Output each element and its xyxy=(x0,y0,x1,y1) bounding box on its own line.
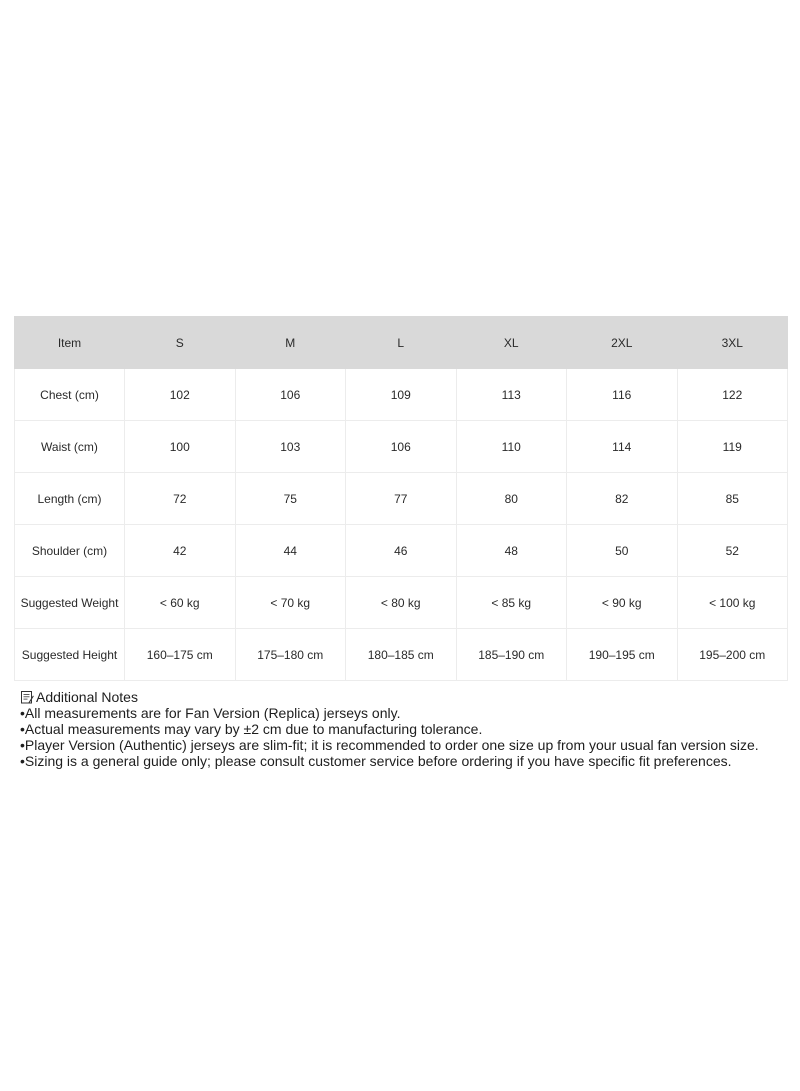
table-cell: 106 xyxy=(346,421,457,473)
table-cell: 50 xyxy=(567,525,678,577)
table-cell: 75 xyxy=(235,473,346,525)
table-cell: 85 xyxy=(677,473,788,525)
table-cell: 109 xyxy=(346,369,457,421)
table-cell: 103 xyxy=(235,421,346,473)
table-cell: 114 xyxy=(567,421,678,473)
table-row-suggested-weight xyxy=(15,577,788,629)
table-cell: 175–180 cm xyxy=(235,629,346,681)
table-cell: 106 xyxy=(235,369,346,421)
table-cell: 46 xyxy=(346,525,457,577)
table-cell: 77 xyxy=(346,473,457,525)
note-line: •Actual measurements may vary by ±2 cm due to manufacturing tolerance. xyxy=(20,721,483,737)
header-size-2xl: 2XL xyxy=(567,317,678,369)
table-cell: < 100 kg xyxy=(677,577,788,629)
table-cell: 113 xyxy=(456,369,567,421)
table-cell: 160–175 cm xyxy=(125,629,236,681)
table-cell: 48 xyxy=(456,525,567,577)
table-cell: 80 xyxy=(456,473,567,525)
header-size-m: M xyxy=(235,317,346,369)
table-cell: < 90 kg xyxy=(567,577,678,629)
table-row-shoulder xyxy=(15,525,788,577)
additional-notes xyxy=(20,689,780,769)
size-chart-table xyxy=(14,316,788,681)
table-row-waist xyxy=(15,421,788,473)
notes-header xyxy=(20,689,780,705)
row-label: Suggested Weight xyxy=(15,577,125,629)
notes-title: Additional Notes xyxy=(36,689,138,705)
table-cell: 116 xyxy=(567,369,678,421)
table-row-chest xyxy=(15,369,788,421)
table-cell: 190–195 cm xyxy=(567,629,678,681)
table-row-suggested-height xyxy=(15,629,788,681)
header-size-l: L xyxy=(346,317,457,369)
table-cell: 102 xyxy=(125,369,236,421)
table-cell: 195–200 cm xyxy=(677,629,788,681)
table-cell: < 85 kg xyxy=(456,577,567,629)
table-cell: 52 xyxy=(677,525,788,577)
table-cell: 180–185 cm xyxy=(346,629,457,681)
row-label: Chest (cm) xyxy=(15,369,125,421)
header-item: Item xyxy=(15,317,125,369)
table-cell: < 60 kg xyxy=(125,577,236,629)
row-label: Shoulder (cm) xyxy=(15,525,125,577)
table-cell: < 70 kg xyxy=(235,577,346,629)
table-cell: 44 xyxy=(235,525,346,577)
header-size-3xl: 3XL xyxy=(677,317,788,369)
table-cell: 110 xyxy=(456,421,567,473)
note-line: •Sizing is a general guide only; please consult customer service before ordering if you have specific fit preferences. xyxy=(20,753,732,769)
table-cell: 100 xyxy=(125,421,236,473)
note-line: •All measurements are for Fan Version (Replica) jerseys only. xyxy=(20,705,401,721)
row-label: Length (cm) xyxy=(15,473,125,525)
table-cell: 82 xyxy=(567,473,678,525)
row-label: Waist (cm) xyxy=(15,421,125,473)
table-cell: 185–190 cm xyxy=(456,629,567,681)
table-cell: 119 xyxy=(677,421,788,473)
header-size-xl: XL xyxy=(456,317,567,369)
table-header-row xyxy=(15,317,788,369)
table-cell: < 80 kg xyxy=(346,577,457,629)
memo-icon xyxy=(20,690,34,704)
table-row-length xyxy=(15,473,788,525)
header-size-s: S xyxy=(125,317,236,369)
note-line: •Player Version (Authentic) jerseys are slim-fit; it is recommended to order one size up from your usual fan version size. xyxy=(20,737,759,753)
row-label: Suggested Height xyxy=(15,629,125,681)
table-cell: 72 xyxy=(125,473,236,525)
table-cell: 122 xyxy=(677,369,788,421)
table-cell: 42 xyxy=(125,525,236,577)
